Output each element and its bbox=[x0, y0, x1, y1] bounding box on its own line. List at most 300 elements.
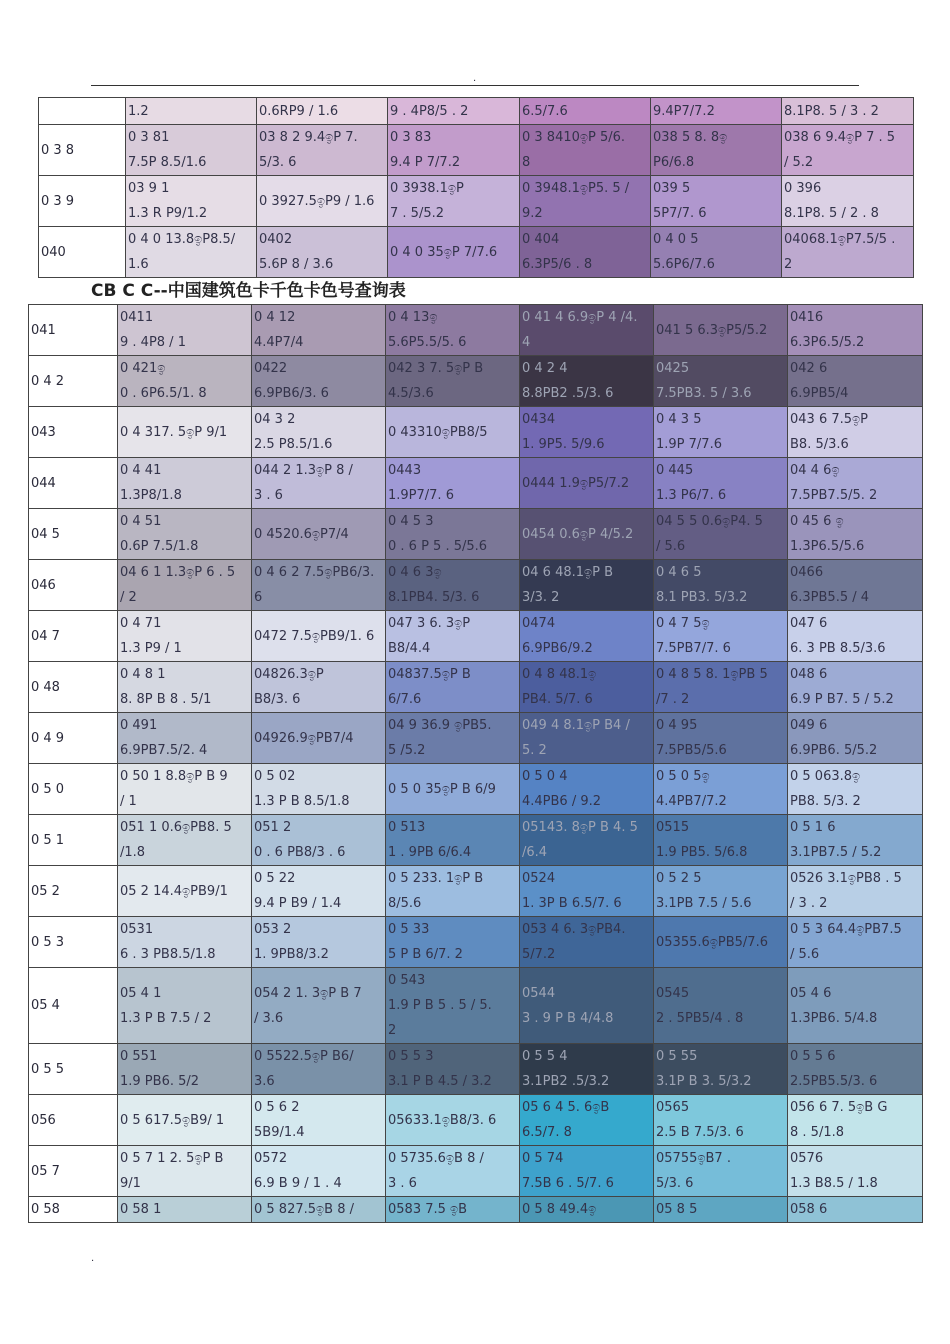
swatch-label: 0 . 6P6.5/1. 8 bbox=[120, 386, 207, 401]
swatch-label: 8. 8P B 8 . 5/1 bbox=[120, 692, 212, 707]
swatch-label: 0544 bbox=[522, 985, 556, 1001]
color-swatch-cell bbox=[520, 509, 654, 560]
swatch-label: 0 3927.5ඉP9 / 1.6 bbox=[259, 193, 375, 209]
swatch-label: 2 . 5PB5/4 . 8 bbox=[656, 1010, 744, 1026]
swatch-label: 04068.1ඉP7.5/5 . bbox=[784, 232, 896, 247]
swatch-label: 0 4 2 4 bbox=[522, 361, 568, 376]
swatch-label: 1 . 9PB 6/6.4 bbox=[388, 845, 472, 860]
table-row bbox=[39, 227, 914, 278]
swatch-label: 6.9PB6/9.2 bbox=[522, 641, 593, 656]
row-code: 05 2 bbox=[29, 866, 118, 917]
swatch-label: 1.3PB6. 5/4.8 bbox=[790, 1010, 878, 1026]
color-swatch-cell bbox=[520, 1146, 654, 1197]
table-row bbox=[29, 1095, 923, 1146]
swatch-label: 5B9/1.4 bbox=[254, 1125, 305, 1140]
color-swatch-cell bbox=[252, 968, 386, 1044]
color-swatch-cell bbox=[386, 713, 520, 764]
swatch-label: 0434 bbox=[522, 412, 556, 427]
swatch-label: 5. 2 bbox=[522, 743, 547, 758]
swatch-label: 6 . 3 PB8.5/1.8 bbox=[120, 947, 216, 962]
color-swatch-cell bbox=[782, 227, 914, 278]
swatch-label: 3.6 bbox=[254, 1074, 275, 1089]
color-swatch-cell bbox=[252, 866, 386, 917]
color-swatch-cell bbox=[788, 968, 923, 1044]
swatch-label: 05355.6ඉPB5/7.6 bbox=[656, 934, 768, 950]
swatch-label: 0 396 bbox=[784, 181, 822, 196]
swatch-label: 1.9 PB6. 5/2 bbox=[120, 1074, 200, 1089]
color-swatch-cell bbox=[520, 560, 654, 611]
swatch-label: 3.1PB7.5 / 5.2 bbox=[790, 845, 882, 860]
swatch-label: 0 5 0 4 bbox=[522, 769, 568, 784]
color-swatch-cell bbox=[788, 1146, 923, 1197]
color-swatch-cell bbox=[788, 356, 923, 407]
color-swatch-cell bbox=[788, 866, 923, 917]
color-swatch-cell bbox=[788, 713, 923, 764]
color-swatch-cell bbox=[654, 1197, 788, 1223]
color-swatch-cell bbox=[386, 1044, 520, 1095]
swatch-label: 7.5P 8.5/1.6 bbox=[128, 155, 207, 170]
swatch-label: 0 41 4 6.9ඉP 4 /4. bbox=[522, 310, 638, 325]
swatch-label: 0 421ඉ bbox=[120, 361, 166, 376]
color-swatch-cell bbox=[788, 917, 923, 968]
color-swatch-cell bbox=[520, 713, 654, 764]
swatch-label: 04 4 6ඉ bbox=[790, 463, 840, 478]
swatch-label: 0 491 bbox=[120, 718, 158, 733]
color-swatch-cell bbox=[118, 968, 252, 1044]
color-swatch-cell bbox=[118, 356, 252, 407]
swatch-label: 04 6 1 1.3ඉP 6 . 5 bbox=[120, 565, 236, 580]
header-rule bbox=[91, 85, 859, 86]
color-swatch-cell bbox=[252, 509, 386, 560]
color-swatch-cell bbox=[386, 1197, 520, 1223]
swatch-label: 5 /5.2 bbox=[388, 743, 426, 758]
row-code: 0 5 3 bbox=[29, 917, 118, 968]
swatch-label: 3.1PB 7.5 / 5.6 bbox=[656, 896, 752, 911]
swatch-label: 048 6 bbox=[790, 667, 828, 682]
swatch-label: 0 5 3 64.4ඉPB7.5 bbox=[790, 922, 902, 937]
swatch-label: 1.3 P B 7.5 / 2 bbox=[120, 1010, 212, 1026]
swatch-label: 047 6 bbox=[790, 616, 828, 631]
table-row bbox=[39, 98, 914, 125]
color-swatch-cell bbox=[654, 764, 788, 815]
swatch-label: 0 3 8410ඉP 5/6. bbox=[522, 130, 626, 145]
color-swatch-cell bbox=[654, 968, 788, 1044]
color-swatch-cell bbox=[788, 1044, 923, 1095]
swatch-label: 0466 bbox=[790, 565, 824, 580]
swatch-label: 1.3 R P9/1.2 bbox=[128, 206, 208, 221]
swatch-label: 3 . 6 bbox=[388, 1176, 417, 1191]
swatch-label: 04 6 48.1ඉP B bbox=[522, 565, 614, 580]
color-swatch-cell bbox=[388, 176, 520, 227]
swatch-label: 8 bbox=[522, 155, 531, 170]
row-code: 0 5 0 bbox=[29, 764, 118, 815]
swatch-label: 1.9P7/7. 6 bbox=[388, 488, 454, 503]
color-swatch-cell bbox=[118, 815, 252, 866]
swatch-label: / 2 bbox=[120, 590, 137, 605]
row-code: 0 3 9 bbox=[39, 176, 126, 227]
table-row bbox=[29, 1146, 923, 1197]
swatch-label: 0 4 6 3ඉ bbox=[388, 565, 442, 580]
color-swatch-cell bbox=[520, 305, 654, 356]
color-swatch-cell bbox=[654, 356, 788, 407]
color-swatch-cell bbox=[651, 125, 782, 176]
table-row bbox=[29, 764, 923, 815]
swatch-label: 0 4 41 bbox=[120, 463, 162, 478]
color-table-top bbox=[38, 97, 914, 278]
color-swatch-cell bbox=[126, 98, 257, 125]
row-code bbox=[39, 98, 126, 125]
color-swatch-cell bbox=[651, 98, 782, 125]
swatch-label: 04 9 36.9 ඉPB5. bbox=[388, 718, 492, 733]
swatch-label: 5/3. 6 bbox=[656, 1176, 694, 1191]
swatch-label: 05 6 4 5. 6ඉB bbox=[522, 1100, 610, 1115]
color-swatch-cell bbox=[386, 305, 520, 356]
swatch-label: /7 . 2 bbox=[656, 692, 690, 707]
swatch-label: 4.4P7/4 bbox=[254, 335, 304, 350]
color-swatch-cell bbox=[788, 764, 923, 815]
color-swatch-cell bbox=[654, 1044, 788, 1095]
swatch-label: / 3 . 2 bbox=[790, 896, 828, 911]
color-swatch-cell bbox=[520, 968, 654, 1044]
swatch-label: 6.9PB7.5/2. 4 bbox=[120, 743, 208, 758]
color-swatch-cell bbox=[654, 509, 788, 560]
swatch-label: 1.3 B8.5 / 1.8 bbox=[790, 1176, 878, 1191]
color-swatch-cell bbox=[118, 407, 252, 458]
swatch-label: 0 543 bbox=[388, 973, 426, 988]
color-swatch-cell bbox=[520, 611, 654, 662]
swatch-label: 0 5 233. 1ඉP B bbox=[388, 871, 484, 886]
color-swatch-cell bbox=[782, 125, 914, 176]
swatch-label: 0531 bbox=[120, 922, 154, 937]
color-swatch-cell bbox=[257, 125, 388, 176]
color-swatch-cell bbox=[654, 611, 788, 662]
swatch-label: 051 1 0.6ඉPB8. 5 bbox=[120, 820, 232, 835]
color-swatch-cell bbox=[252, 1197, 386, 1223]
color-swatch-cell bbox=[252, 713, 386, 764]
swatch-label: 0 4 12 bbox=[254, 310, 296, 325]
swatch-label: 3 . 9 P B 4/4.8 bbox=[522, 1010, 614, 1026]
swatch-label: 043 6 7.5ඉP bbox=[790, 412, 869, 427]
swatch-label: 0 4520.6ඉP7/4 bbox=[254, 526, 349, 542]
swatch-label: 7.5PB5/5.6 bbox=[656, 743, 727, 758]
swatch-label: 0 513 bbox=[388, 820, 426, 835]
swatch-label: 4 bbox=[522, 335, 531, 350]
color-swatch-cell bbox=[654, 407, 788, 458]
swatch-label: / 3.6 bbox=[254, 1010, 284, 1026]
swatch-label: 0 3 81 bbox=[128, 130, 170, 145]
swatch-label: 6.5/7.6 bbox=[522, 103, 568, 119]
table-row bbox=[29, 968, 923, 1044]
table-row bbox=[29, 662, 923, 713]
swatch-label: 3.1P B 3. 5/3.2 bbox=[656, 1074, 752, 1089]
swatch-label: 0576 bbox=[790, 1151, 824, 1166]
table-row bbox=[29, 713, 923, 764]
color-swatch-cell bbox=[126, 227, 257, 278]
swatch-label: 0 445 bbox=[656, 463, 694, 478]
color-swatch-cell bbox=[788, 1095, 923, 1146]
color-swatch-cell bbox=[788, 407, 923, 458]
swatch-label: 8.1 PB3. 5/3.2 bbox=[656, 590, 748, 605]
swatch-label: 0 5 5 6 bbox=[790, 1049, 836, 1064]
swatch-label: 047 3 6. 3ඉP bbox=[388, 616, 471, 631]
color-swatch-cell bbox=[252, 458, 386, 509]
color-swatch-cell bbox=[252, 1146, 386, 1197]
color-swatch-cell bbox=[118, 305, 252, 356]
swatch-label: 0 5 33 bbox=[388, 922, 430, 937]
page-title: CB C C--中国建筑色卡千色卡色号查询表 bbox=[91, 281, 406, 301]
table-row bbox=[29, 509, 923, 560]
swatch-label: 6.9 B 9 / 1 . 4 bbox=[254, 1176, 342, 1191]
color-swatch-cell bbox=[520, 458, 654, 509]
swatch-label: 042 3 7. 5ඉP B bbox=[388, 361, 484, 376]
swatch-label: 6. 3 PB 8.5/3.6 bbox=[790, 641, 886, 656]
color-swatch-cell bbox=[252, 764, 386, 815]
swatch-label: 05633.1ඉB8/3. 6 bbox=[388, 1112, 497, 1128]
swatch-label: 7.5PB3. 5 / 3.6 bbox=[656, 386, 752, 401]
row-code: 056 bbox=[29, 1095, 118, 1146]
swatch-label: 5/3. 6 bbox=[259, 155, 297, 170]
swatch-label: 1.3P8/1.8 bbox=[120, 488, 182, 503]
swatch-label: 2.5 B 7.5/3. 6 bbox=[656, 1125, 744, 1140]
row-code: 0 4 9 bbox=[29, 713, 118, 764]
row-code: 0 5 5 bbox=[29, 1044, 118, 1095]
color-swatch-cell bbox=[654, 305, 788, 356]
color-swatch-cell bbox=[654, 458, 788, 509]
swatch-label: 2 bbox=[784, 257, 793, 272]
color-swatch-cell bbox=[118, 713, 252, 764]
swatch-label: 05 4 6 bbox=[790, 985, 832, 1001]
swatch-label: 0 5 0 5ඉ bbox=[656, 769, 710, 784]
swatch-label: 0 5522.5ඉP B6/ bbox=[254, 1049, 354, 1064]
color-swatch-cell bbox=[654, 1095, 788, 1146]
swatch-label: 0443 bbox=[388, 463, 422, 478]
table-row bbox=[29, 356, 923, 407]
color-swatch-cell bbox=[257, 227, 388, 278]
swatch-label: 0 3 83 bbox=[390, 130, 432, 145]
swatch-label: 051 2 bbox=[254, 820, 292, 835]
color-swatch-cell bbox=[257, 98, 388, 125]
color-swatch-cell bbox=[252, 917, 386, 968]
swatch-label: 8.1PB4. 5/3. 6 bbox=[388, 590, 480, 605]
color-swatch-cell bbox=[386, 560, 520, 611]
color-swatch-cell bbox=[252, 1044, 386, 1095]
swatch-label: 1.6 bbox=[128, 257, 149, 272]
swatch-label: 5.6P6/7.6 bbox=[653, 257, 715, 272]
color-swatch-cell bbox=[520, 98, 651, 125]
swatch-label: 0583 7.5 ඉB bbox=[388, 1202, 468, 1217]
swatch-label: 0 5 0 35ඉP B 6/9 bbox=[388, 781, 496, 797]
swatch-label: 0 5 74 bbox=[522, 1151, 564, 1166]
swatch-label: 0 5 617.5ඉB9/ 1 bbox=[120, 1112, 225, 1128]
swatch-label: 0 4 8 1 bbox=[120, 667, 166, 682]
swatch-label: 0 43310ඉPB8/5 bbox=[388, 424, 488, 440]
swatch-label: 053 2 bbox=[254, 922, 292, 937]
swatch-label: 6.5/7. 8 bbox=[522, 1125, 572, 1140]
swatch-label: 7.5PB7.5/5. 2 bbox=[790, 488, 878, 503]
table-row bbox=[29, 407, 923, 458]
swatch-label: 0 5 827.5ඉB 8 / bbox=[254, 1202, 354, 1217]
color-swatch-cell bbox=[654, 866, 788, 917]
swatch-label: 0 4 8 48.1ඉ bbox=[522, 667, 597, 682]
color-swatch-cell bbox=[118, 866, 252, 917]
color-table-main bbox=[28, 304, 923, 1223]
color-swatch-cell bbox=[126, 176, 257, 227]
color-swatch-cell bbox=[386, 917, 520, 968]
swatch-label: 1.3 P9 / 1 bbox=[120, 641, 182, 656]
swatch-label: 0 5 2 5 bbox=[656, 871, 702, 886]
color-swatch-cell bbox=[126, 125, 257, 176]
color-swatch-cell bbox=[386, 866, 520, 917]
swatch-label: 3/3. 2 bbox=[522, 590, 560, 605]
color-swatch-cell bbox=[782, 176, 914, 227]
swatch-label: 8.1P8. 5 / 2 . 8 bbox=[784, 206, 879, 221]
swatch-label: 6.9PB5/4 bbox=[790, 386, 849, 401]
swatch-label: 05 2 14.4ඉPB9/1 bbox=[120, 883, 228, 899]
color-swatch-cell bbox=[520, 764, 654, 815]
row-code: 0 58 bbox=[29, 1197, 118, 1223]
swatch-label: 0572 bbox=[254, 1151, 288, 1166]
color-swatch-cell bbox=[118, 764, 252, 815]
color-swatch-cell bbox=[520, 356, 654, 407]
color-swatch-cell bbox=[252, 356, 386, 407]
color-swatch-cell bbox=[788, 815, 923, 866]
table-row bbox=[39, 125, 914, 176]
color-swatch-cell bbox=[520, 917, 654, 968]
swatch-label: 4.4PB7/7.2 bbox=[656, 794, 727, 809]
swatch-label: 9 . 4P8 / 1 bbox=[120, 335, 186, 350]
swatch-label: 05 8 5 bbox=[656, 1202, 698, 1217]
color-swatch-cell bbox=[386, 662, 520, 713]
swatch-label: 0.6RP9 / 1.6 bbox=[259, 103, 339, 119]
color-swatch-cell bbox=[386, 509, 520, 560]
swatch-label: 0 5 063.8ඉ bbox=[790, 769, 861, 784]
color-swatch-cell bbox=[118, 917, 252, 968]
table-row bbox=[29, 815, 923, 866]
row-code: 040 bbox=[39, 227, 126, 278]
color-swatch-cell bbox=[118, 662, 252, 713]
swatch-label: 6.9PB6. 5/5.2 bbox=[790, 743, 878, 758]
color-swatch-cell bbox=[654, 560, 788, 611]
table-row bbox=[29, 1044, 923, 1095]
row-code: 04 7 bbox=[29, 611, 118, 662]
swatch-label: 0526 3.1ඉPB8 . 5 bbox=[790, 871, 902, 886]
color-swatch-cell bbox=[788, 1197, 923, 1223]
swatch-label: 3.1 P B 4.5 / 3.2 bbox=[388, 1074, 492, 1089]
swatch-label: 0545 bbox=[656, 985, 690, 1001]
swatch-label: 9.4P7/7.2 bbox=[653, 103, 715, 119]
color-swatch-cell bbox=[118, 1197, 252, 1223]
swatch-label: 049 4 8.1ඉP B4 / bbox=[522, 718, 630, 733]
swatch-label: 0 5 02 bbox=[254, 769, 296, 784]
swatch-label: 9 . 4P8/5 . 2 bbox=[390, 103, 469, 119]
swatch-label: 0402 bbox=[259, 232, 293, 247]
swatch-label: 7.5PB7/7. 6 bbox=[656, 641, 731, 656]
color-swatch-cell bbox=[520, 407, 654, 458]
table-row bbox=[29, 1197, 923, 1223]
color-swatch-cell bbox=[788, 560, 923, 611]
color-swatch-cell bbox=[252, 815, 386, 866]
color-swatch-cell bbox=[388, 125, 520, 176]
color-swatch-cell bbox=[118, 458, 252, 509]
color-swatch-cell bbox=[118, 611, 252, 662]
row-code: 0 3 8 bbox=[39, 125, 126, 176]
color-swatch-cell bbox=[782, 98, 914, 125]
swatch-label: 0 4 95 bbox=[656, 718, 698, 733]
swatch-label: 0 4 6 5 bbox=[656, 565, 702, 580]
swatch-label: 038 5 8. 8ඉ bbox=[653, 130, 728, 145]
color-swatch-cell bbox=[118, 1044, 252, 1095]
swatch-label: 0524 bbox=[522, 871, 556, 886]
color-swatch-cell bbox=[386, 968, 520, 1044]
swatch-label: 0 4 0 35ඉP 7/7.6 bbox=[390, 244, 498, 260]
swatch-label: 0 4 0 5 bbox=[653, 232, 699, 247]
color-swatch-cell bbox=[651, 227, 782, 278]
swatch-label: 0 4 51 bbox=[120, 514, 162, 529]
swatch-label: 1.3P6.5/5.6 bbox=[790, 539, 865, 554]
swatch-label: 1. 9PB8/3.2 bbox=[254, 947, 329, 962]
color-swatch-cell bbox=[520, 125, 651, 176]
color-swatch-cell bbox=[654, 815, 788, 866]
color-swatch-cell bbox=[788, 305, 923, 356]
swatch-label: 05755ඉB7 . bbox=[656, 1151, 731, 1166]
table-row bbox=[29, 611, 923, 662]
color-swatch-cell bbox=[252, 1095, 386, 1146]
swatch-label: 056 6 7. 5ඉB G bbox=[790, 1100, 888, 1115]
row-code: 041 bbox=[29, 305, 118, 356]
swatch-label: B8/3. 6 bbox=[254, 692, 301, 707]
swatch-label: 1.2 bbox=[128, 103, 149, 119]
row-code: 046 bbox=[29, 560, 118, 611]
color-swatch-cell bbox=[388, 227, 520, 278]
swatch-label: 041 5 6.3ඉP5/5.2 bbox=[656, 322, 768, 338]
swatch-label: 0 . 6 P 5 . 5/5.6 bbox=[388, 539, 488, 554]
swatch-label: 5.6P 8 / 3.6 bbox=[259, 257, 334, 272]
row-code: 043 bbox=[29, 407, 118, 458]
swatch-label: 038 6 9.4ඉP 7 . 5 bbox=[784, 130, 896, 145]
swatch-label: 0 5 6 2 bbox=[254, 1100, 300, 1115]
color-swatch-cell bbox=[118, 509, 252, 560]
swatch-label: 0416 bbox=[790, 310, 824, 325]
swatch-label: 0 5 22 bbox=[254, 871, 296, 886]
header-dot: . bbox=[473, 73, 477, 84]
swatch-label: 0454 0.6ඉP 4/5.2 bbox=[522, 526, 634, 542]
swatch-label: 0565 bbox=[656, 1100, 690, 1115]
swatch-label: 0 5 5 4 bbox=[522, 1049, 568, 1064]
swatch-label: 3.1PB2 .5/3.2 bbox=[522, 1074, 610, 1089]
swatch-label: 9.2 bbox=[522, 206, 543, 221]
color-swatch-cell bbox=[654, 917, 788, 968]
swatch-label: 0 50 1 8.8ඉP B 9 bbox=[120, 769, 228, 784]
swatch-label: 058 6 bbox=[790, 1202, 828, 1217]
color-swatch-cell bbox=[118, 1146, 252, 1197]
swatch-label: 0411 bbox=[120, 310, 154, 325]
swatch-label: 039 5 bbox=[653, 181, 691, 196]
swatch-label: 05143. 8ඉP B 4. 5 bbox=[522, 820, 638, 835]
swatch-label: 03 9 1 bbox=[128, 181, 170, 196]
footer-dot: . bbox=[91, 1253, 95, 1264]
color-swatch-cell bbox=[252, 662, 386, 713]
color-swatch-cell bbox=[386, 815, 520, 866]
row-code: 044 bbox=[29, 458, 118, 509]
swatch-label: 04926.9ඉPB7/4 bbox=[254, 730, 354, 746]
swatch-label: / 5.6 bbox=[656, 539, 686, 554]
swatch-label: 0 5 5 3 bbox=[388, 1049, 434, 1064]
swatch-label: 5P7/7. 6 bbox=[653, 206, 707, 221]
table-row bbox=[29, 917, 923, 968]
swatch-label: 1.3 P B 8.5/1.8 bbox=[254, 794, 350, 809]
row-code: 0 4 2 bbox=[29, 356, 118, 407]
table-row bbox=[29, 560, 923, 611]
